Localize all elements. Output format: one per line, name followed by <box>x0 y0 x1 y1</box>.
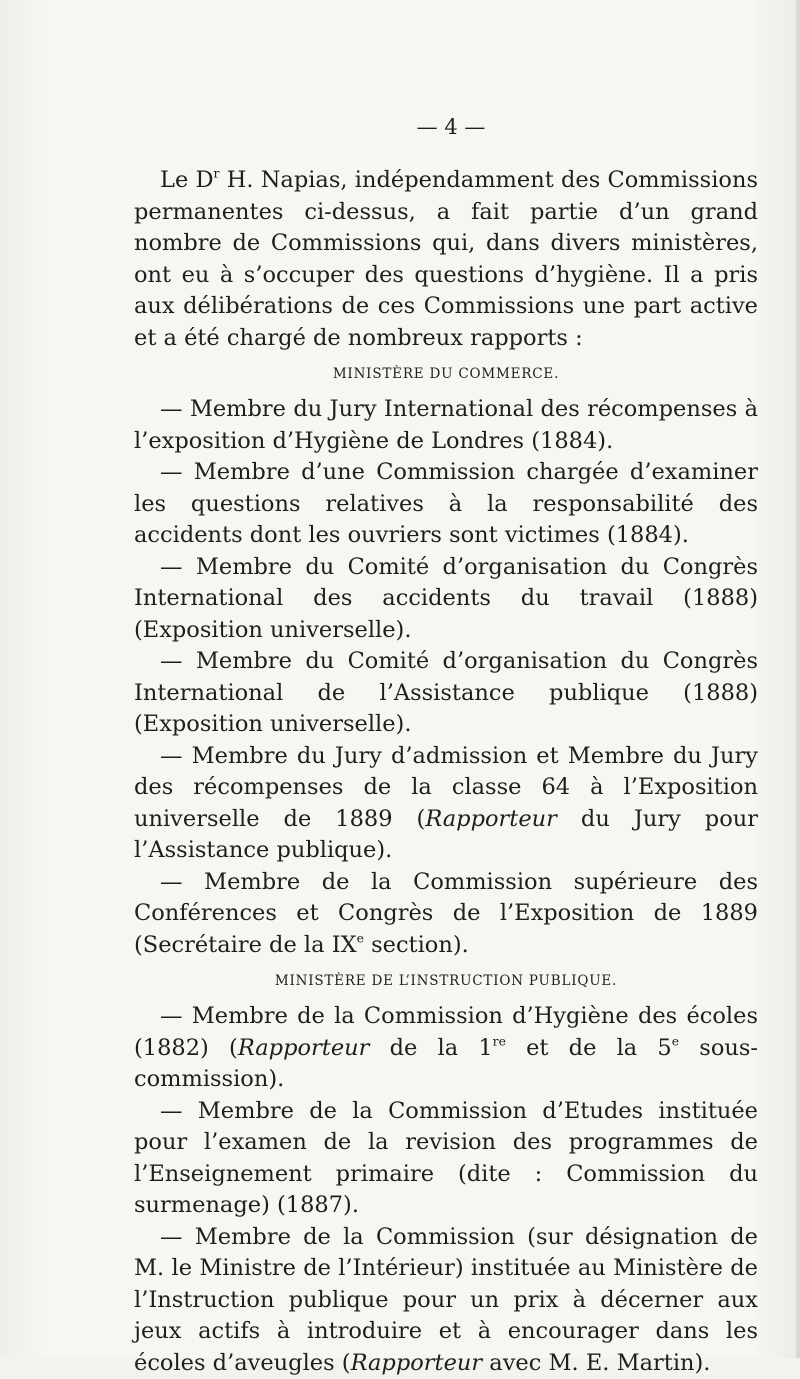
commerce-item-6-text-b: section). <box>364 932 469 958</box>
commerce-item-6 <box>134 867 758 962</box>
section-heading-commerce: MINISTÈRE DU COMMERCE. <box>134 362 758 386</box>
intro-superscript: r <box>214 167 220 181</box>
instruction-item-1-text-d: et de la 5 <box>506 1035 672 1061</box>
commerce-item-5 <box>134 741 758 867</box>
commerce-item-3: — Membre du Comité d’organisation du Congrès International des accidents du travail (1888) (Exposition universelle). <box>134 552 758 647</box>
instruction-item-2: — Membre de la Commission d’Etudes instituée pour l’examen de la revision des programmes de l’Enseignement primaire (dite : Commission du surmenage) (1887). <box>134 1096 758 1222</box>
page-number: — 4 — <box>134 112 758 142</box>
instruction-item-1-superscript-re: re <box>493 1034 506 1048</box>
intro-text-b: H. Napias, indépendamment des Commissions permanentes ci-dessus, a fait partie d’un grand nombre de Commissions qui, dans divers ministères, ont eu à s’occuper des questions d’hygiène. Il a pris aux délibérations de ces Commissions une part active et a été chargé de nombreux rapports : <box>134 167 758 351</box>
page-edge <box>796 0 800 1358</box>
instruction-item-1-text-e: sous-commission). <box>134 1035 758 1093</box>
instruction-item-1-text-a: — Membre de la Commission d’Hygiène des écoles (1882) ( <box>134 1003 758 1061</box>
commerce-item-5-text-a: — Membre du Jury d’admission et Membre du Jury des récompenses de la classe 64 à l’Exposition universelle de 1889 ( <box>134 743 758 832</box>
instruction-item-3-rapporteur: Rapporteur <box>351 1350 483 1376</box>
instruction-item-1-rapporteur: Rapporteur <box>238 1035 370 1061</box>
commerce-item-1: — Membre du Jury International des récompenses à l’exposition d’Hygiène de Londres (1884). <box>134 394 758 457</box>
commerce-item-6-text-a: — Membre de la Commission supérieure des Conférences et Congrès de l’Exposition de 1889 (Secrétaire de la IX <box>134 869 758 958</box>
instruction-item-3 <box>134 1222 758 1379</box>
commerce-item-4: — Membre du Comité d’organisation du Congrès International de l’Assistance publique (1888) (Exposition universelle). <box>134 646 758 741</box>
intro-paragraph <box>134 165 758 354</box>
intro-text-a: Le D <box>160 167 214 193</box>
instruction-item-3-text-c: avec M. E. Martin). <box>482 1350 710 1376</box>
page-text-block <box>134 112 758 1379</box>
instruction-item-1-text-c: de la 1 <box>369 1035 492 1061</box>
commerce-item-5-rapporteur: Rapporteur <box>425 806 557 832</box>
instruction-item-1 <box>134 1001 758 1096</box>
commerce-item-6-superscript: e <box>357 931 364 945</box>
commerce-item-5-text-c: du Jury pour l’Assistance publique). <box>134 806 758 864</box>
section-heading-instruction: MINISTÈRE DE L’INSTRUCTION PUBLIQUE. <box>134 969 758 993</box>
commerce-item-2: — Membre d’une Commission chargée d’examiner les questions relatives à la responsabilité des accidents dont les ouvriers sont victimes (1884). <box>134 457 758 552</box>
instruction-item-1-superscript-e: e <box>672 1034 679 1048</box>
instruction-item-3-text-a: — Membre de la Commission (sur désignation de M. le Ministre de l’Intérieur) instituée au Ministère de l’Instruction publique pour un prix à décerner aux jeux actifs à introduire et à encourager dans les écoles d’aveugles ( <box>134 1224 758 1376</box>
